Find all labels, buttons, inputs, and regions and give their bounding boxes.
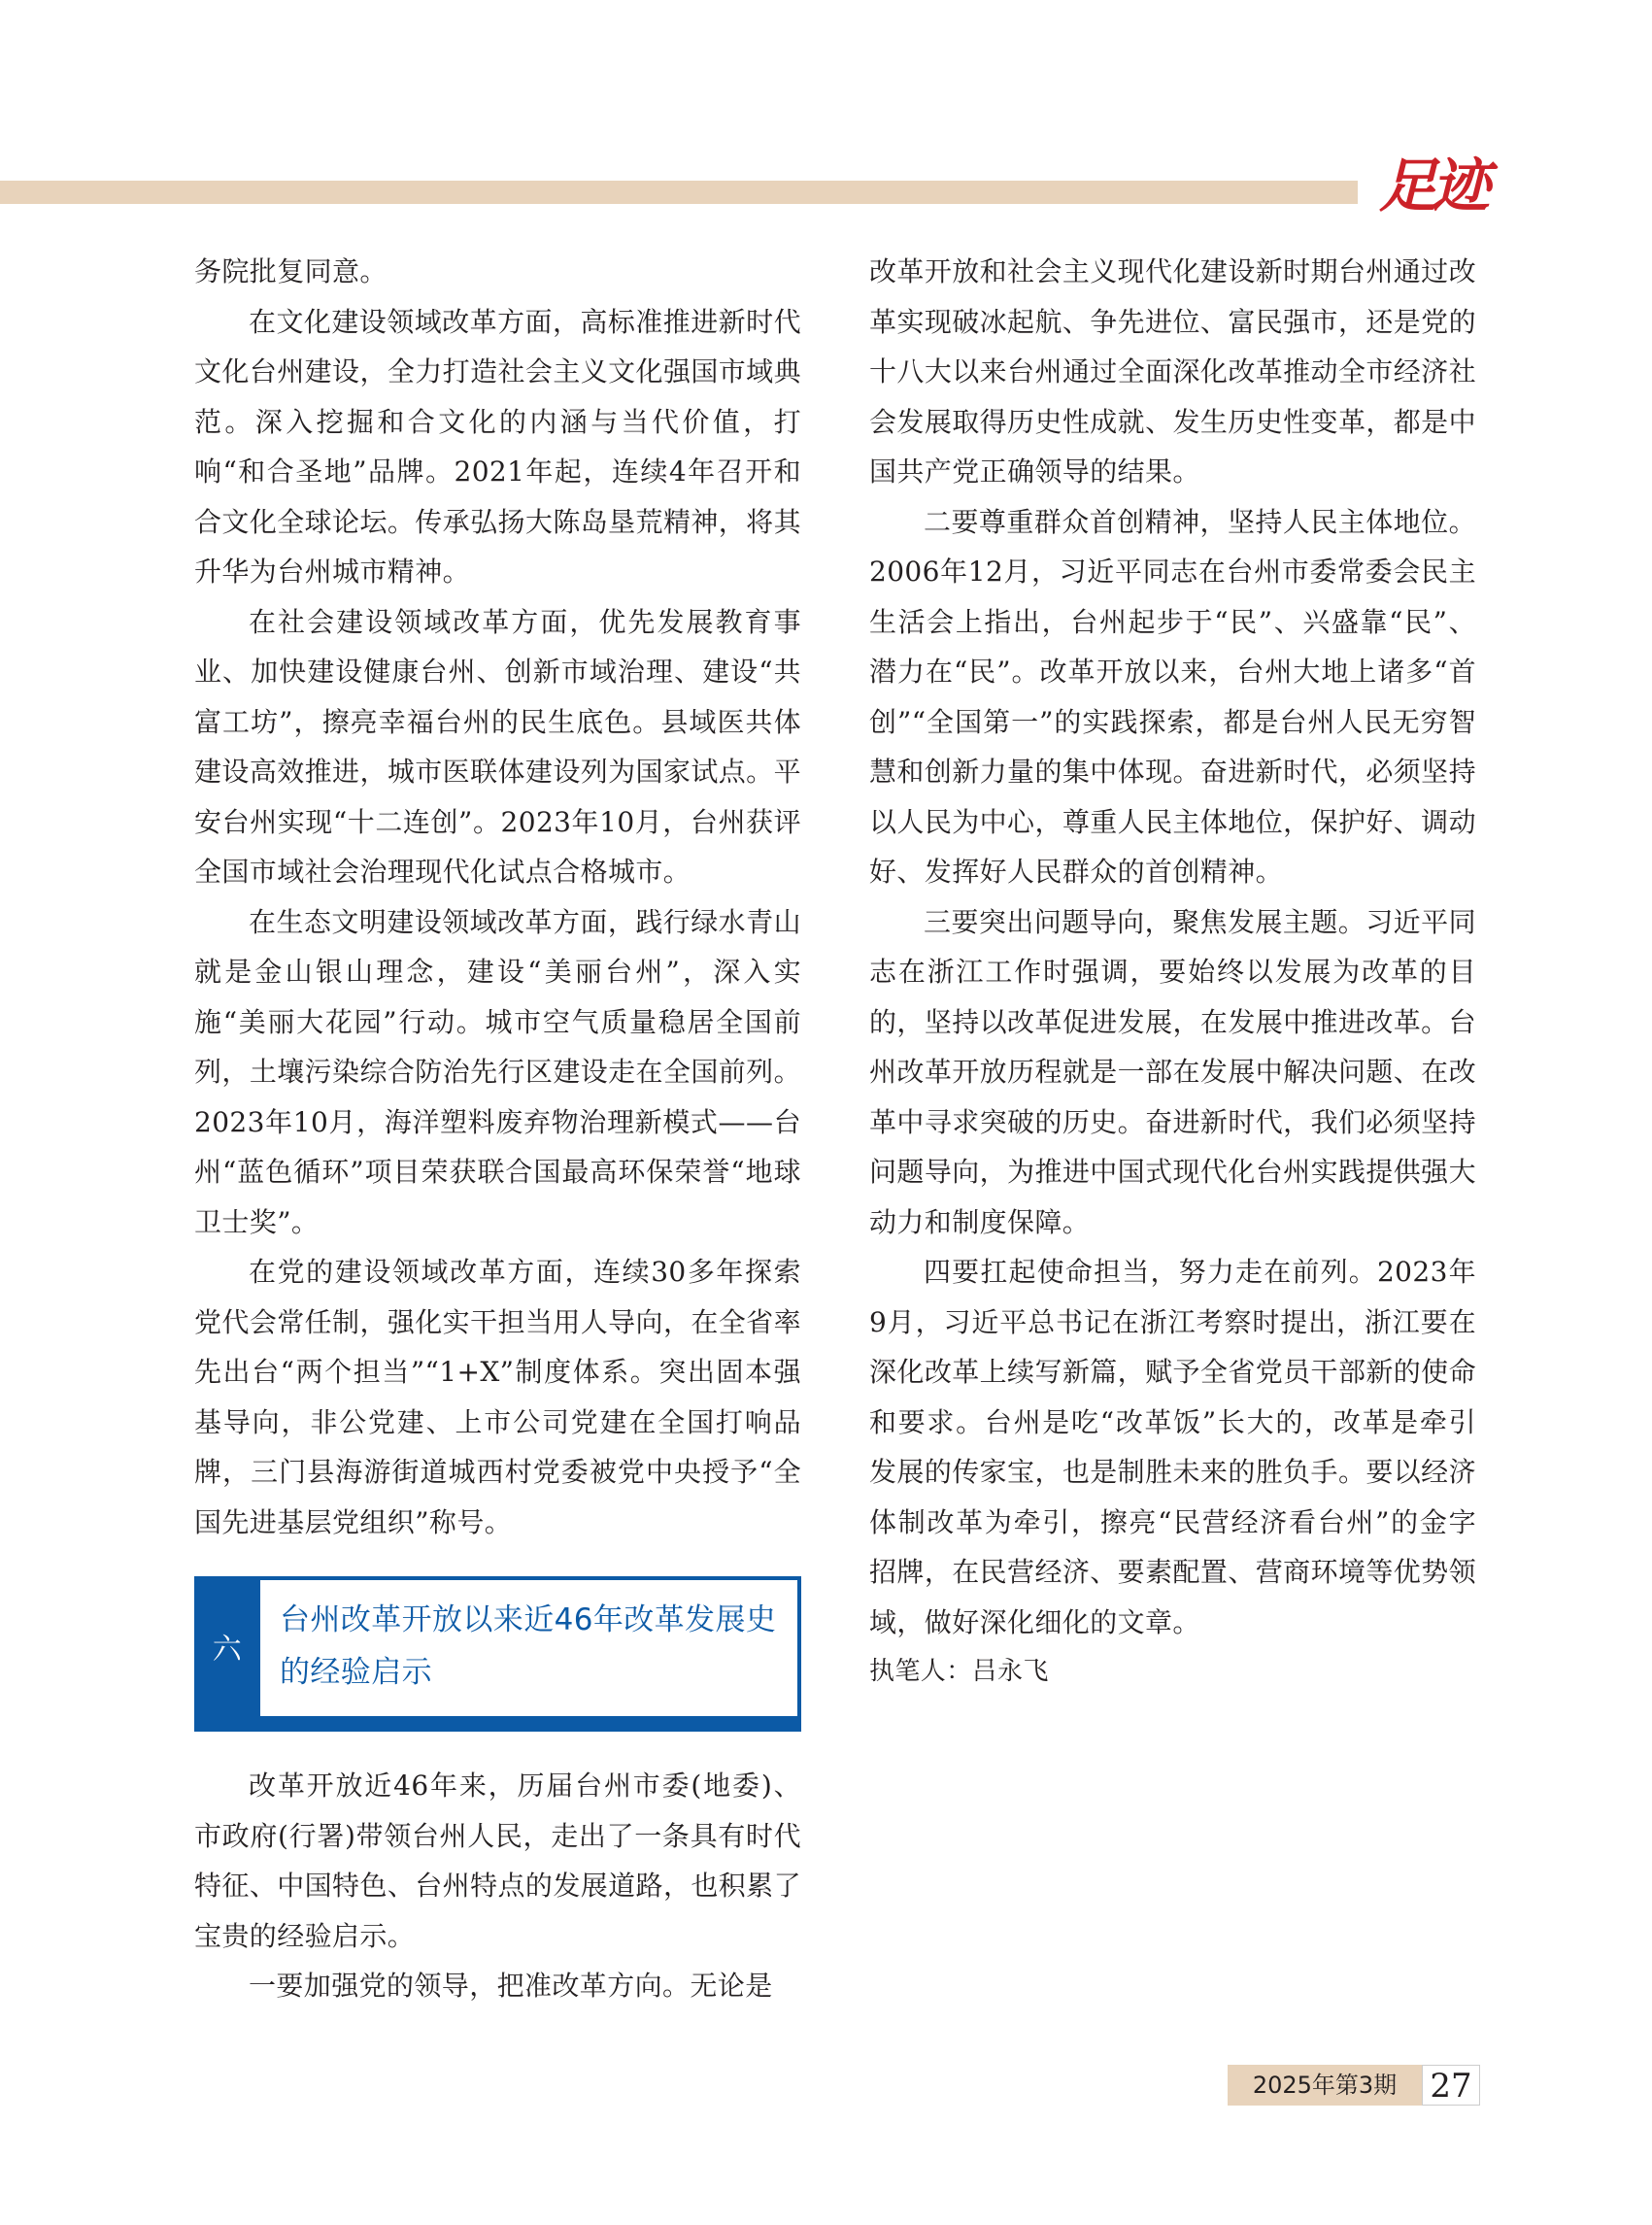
right-column	[869, 247, 1476, 1698]
paragraph: 三要突出问题导向，聚焦发展主题。习近平同志在浙江工作时强调，要始终以发展为改革的目的，坚持以改革促进发展，在发展中推进改革。台州改革开放历程就是一部在发展中解决问题、在改革中寻求突破的历史。奋进新时代，我们必须坚持问题导向，为推进中国式现代化台州实践提供强大动力和制度保障。	[869, 905, 1476, 1238]
page-number: 27	[1422, 2065, 1480, 2106]
left-column	[194, 247, 801, 2011]
section-heading	[194, 1576, 801, 1732]
paragraph: 四要扛起使命担当，努力走在前列。2023年9月，习近平总书记在浙江考察时提出，浙江要在深化改革上续写新篇，赋予全省党员干部新的使命和要求。台州是吃“改革饭”长大的，改革是牵引发展的传家宝，也是制胜未来的胜负手。要以经济体制改革为牵引，擦亮“民营经济看台州”的金字招牌，在民营经济、要素配置、营商环境等优势领域，做好深化细化的文章。	[869, 1256, 1476, 1638]
paragraph: 务院批复同意。	[194, 255, 388, 287]
header-band	[0, 181, 1358, 204]
paragraph: 一要加强党的领导，把准改革方向。无论是	[249, 1970, 773, 2002]
paragraph: 改革开放近46年来，历届台州市委(地委)、市政府(行署)带领台州人民，走出了一条具有时代特征、中国特色、台州特点的发展道路，也积累了宝贵的经验启示。	[194, 1770, 801, 1952]
paragraph: 在社会建设领域改革方面，优先发展教育事业、加快建设健康台州、创新市域治理、建设“共富工坊”，擦亮幸福台州的民生底色。县域医共体建设高效推进，城市医联体建设列为国家试点。平安台州实现“十二连创”。2023年10月，台州获评全国市域社会治理现代化试点合格城市。	[194, 605, 801, 888]
magazine-logo: 足迹	[1379, 152, 1484, 220]
paragraph: 在生态文明建设领域改革方面，践行绿水青山就是金山银山理念，建设“美丽台州”，深入实施“美丽大花园”行动。城市空气质量稳居全国前列，土壤污染综合防治先行区建设走在全国前列。2023年10月，海洋塑料废弃物治理新模式——台州“蓝色循环”项目荣获联合国最高环保荣誉“地球卫士奖”。	[194, 905, 801, 1238]
paragraph: 二要尊重群众首创精神，坚持人民主体地位。2006年12月，习近平同志在台州市委常委会民主生活会上指出，台州起步于“民”、兴盛靠“民”、潜力在“民”。改革开放以来，台州大地上诸多“首创”“全国第一”的实践探索，都是台州人民无穷智慧和创新力量的集中体现。奋进新时代，必须坚持以人民为中心，尊重人民主体地位，保护好、调动好、发挥好人民群众的首创精神。	[869, 505, 1476, 888]
paragraph: 改革开放和社会主义现代化建设新时期台州通过改革实现破冰起航、争先进位、富民强市，还是党的十八大以来台州通过全面深化改革推动全市经济社会发展取得历史性成就、发生历史性变革，都是中国共产党正确领导的结果。	[869, 255, 1476, 488]
author-credit: 执笔人：吕永飞	[869, 1657, 1049, 1686]
paragraph: 在党的建设领域改革方面，连续30多年探索党代会常任制，强化实干担当用人导向，在全省率先出台“两个担当”“1+X”制度体系。突出固本强基导向，非公党建、上市公司党建在全国打响品牌，三门县海游街道城西村党委被党中央授予“全国先进基层党组织”称号。	[194, 1256, 801, 1538]
section-number: 六	[212, 1633, 243, 1668]
section-title: 台州改革开放以来近46年改革发展史的经验启示	[260, 1580, 797, 1716]
paragraph: 在文化建设领域改革方面，高标准推进新时代文化台州建设，全力打造社会主义文化强国市域典范。深入挖掘和合文化的内涵与当代价值，打响“和合圣地”品牌。2021年起，连续4年召开和合文化全球论坛。传承弘扬大陈岛垦荒精神，将其升华为台州城市精神。	[194, 305, 801, 588]
issue-label: 2025年第3期	[1228, 2065, 1422, 2106]
